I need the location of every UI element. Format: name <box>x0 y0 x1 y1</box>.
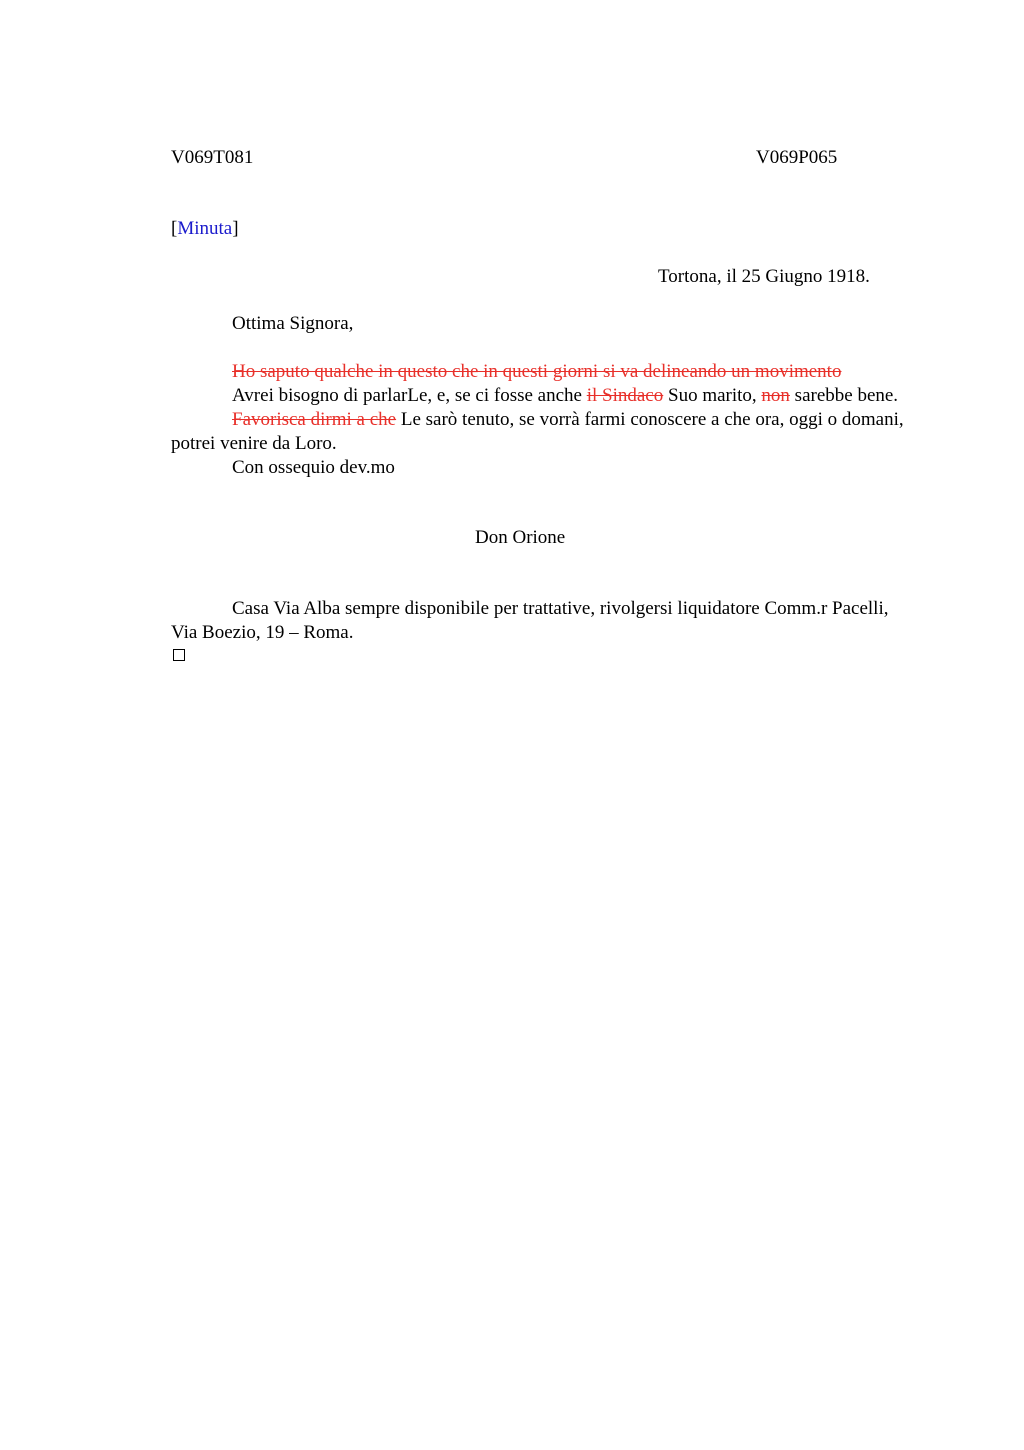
request-text-2: Suo marito, <box>663 385 762 406</box>
reference-code-left: V069T081 <box>171 147 254 168</box>
paragraph-request <box>171 384 911 408</box>
minuta-label <box>171 217 239 241</box>
minuta-text: Minuta <box>177 218 233 239</box>
signature: Don Orione <box>475 527 566 548</box>
request-text-1: Avrei bisogno di parlarLe, e, se ci fosse anche <box>232 385 587 406</box>
request-text-3: sarebbe bene. <box>789 385 899 406</box>
close-bracket: ] <box>232 218 239 239</box>
deleted-text: il Sindaco <box>586 385 664 406</box>
open-bracket: [ <box>171 218 178 239</box>
letter-date: Tortona, il 25 Giugno 1918. <box>658 266 870 287</box>
visit-text: Le sarò tenuto, se vorrà farmi conoscere a che ora, oggi o domani, potrei venire da Loro. <box>171 409 904 454</box>
postscript <box>171 597 911 645</box>
postscript-text: Casa Via Alba sempre disponibile per trattative, rivolgersi liquidatore Comm.r Pacelli, Via Boezio, 19 – Roma. <box>171 598 889 643</box>
deleted-text: Favorisca dirmi a che <box>232 409 397 430</box>
reference-code-right: V069P065 <box>756 147 838 168</box>
paragraph-visit <box>171 408 911 456</box>
salutation: Ottima Signora, <box>232 313 354 334</box>
deleted-text: Ho saputo qualche in questo che in questi giorni si va delineando un movimento <box>232 361 842 382</box>
square-box-icon <box>173 649 185 661</box>
paragraph-deleted <box>171 360 911 384</box>
letter-body <box>171 360 911 480</box>
deleted-text: non <box>761 385 790 406</box>
closing-line: Con ossequio dev.mo <box>232 457 395 478</box>
